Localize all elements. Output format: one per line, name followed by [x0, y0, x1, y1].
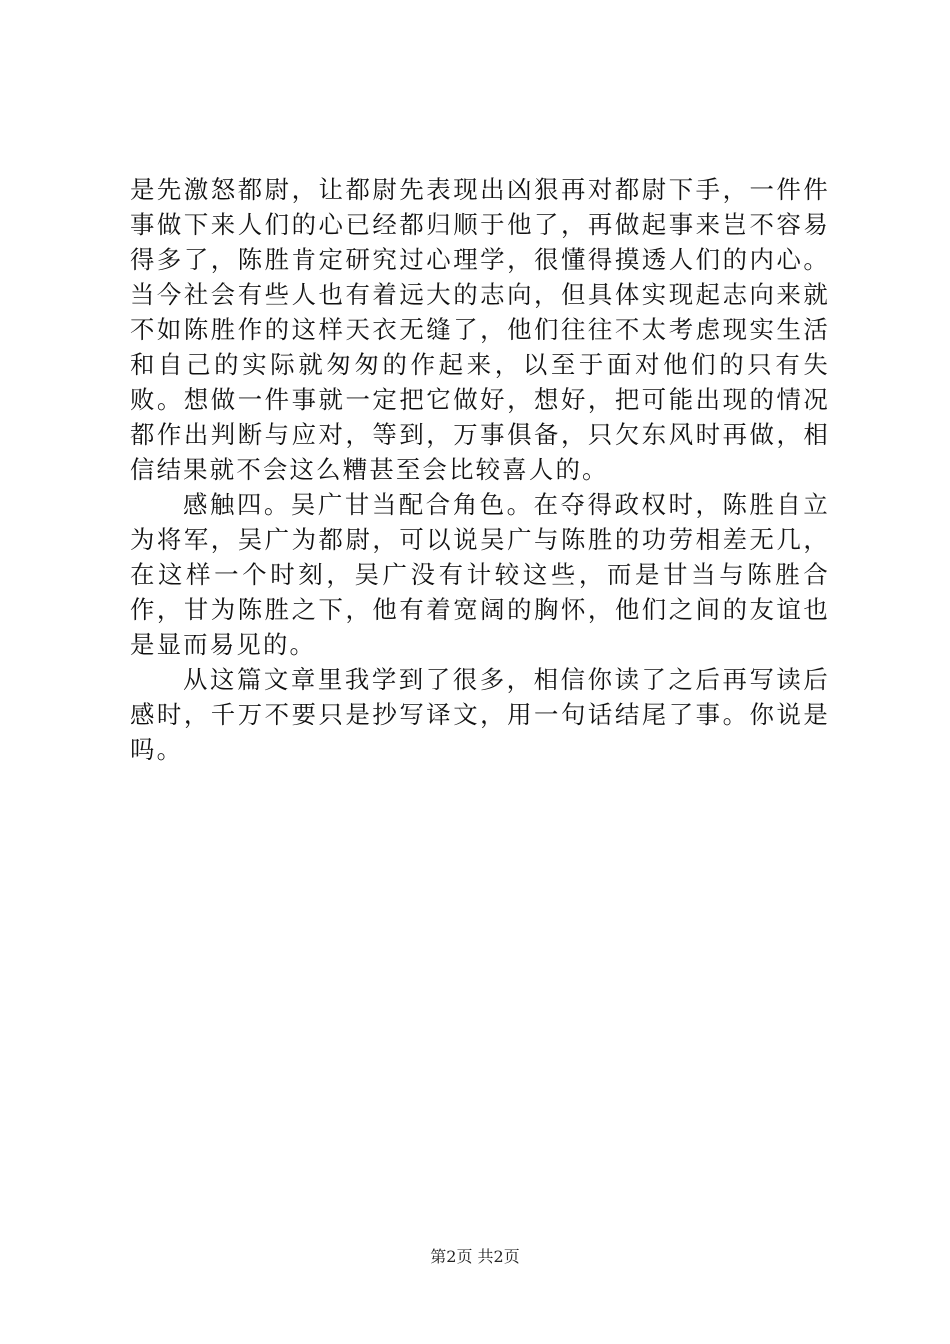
document-body: [130, 172, 830, 767]
paragraph-continuation: 是先激怒都尉，让都尉先表现出凶狠再对都尉下手，一件件事做下来人们的心已经都归顺于他了，再做起事来岂不容易得多了，陈胜肯定研究过心理学，很懂得摸透人们的内心。当今社会有些人也有着远大的志向，但具体实现起志向来就不如陈胜作的这样天衣无缝了，他们往往不太考虑现实生活和自己的实际就匆匆的作起来，以至于面对他们的只有失败。想做一件事就一定把它做好，想好，把可能出现的情况都作出判断与应对，等到，万事俱备，只欠东风时再做，相信结果就不会这么糟甚至会比较喜人的。: [130, 175, 830, 484]
page-footer: 第2页 共2页: [430, 1247, 520, 1266]
paragraph-conclusion: 从这篇文章里我学到了很多，相信你读了之后再写读后感时，千万不要只是抄写译文，用一句话结尾了事。你说是吗。: [130, 665, 830, 764]
paragraph-insight-four: 感触四。吴广甘当配合角色。在夺得政权时，陈胜自立为将军，吴广为都尉，可以说吴广与陈胜的功劳相差无几，在这样一个时刻，吴广没有计较这些，而是甘当与陈胜合作，甘为陈胜之下，他有着宽阔的胸怀，他们之间的友谊也是显而易见的。: [130, 490, 830, 659]
